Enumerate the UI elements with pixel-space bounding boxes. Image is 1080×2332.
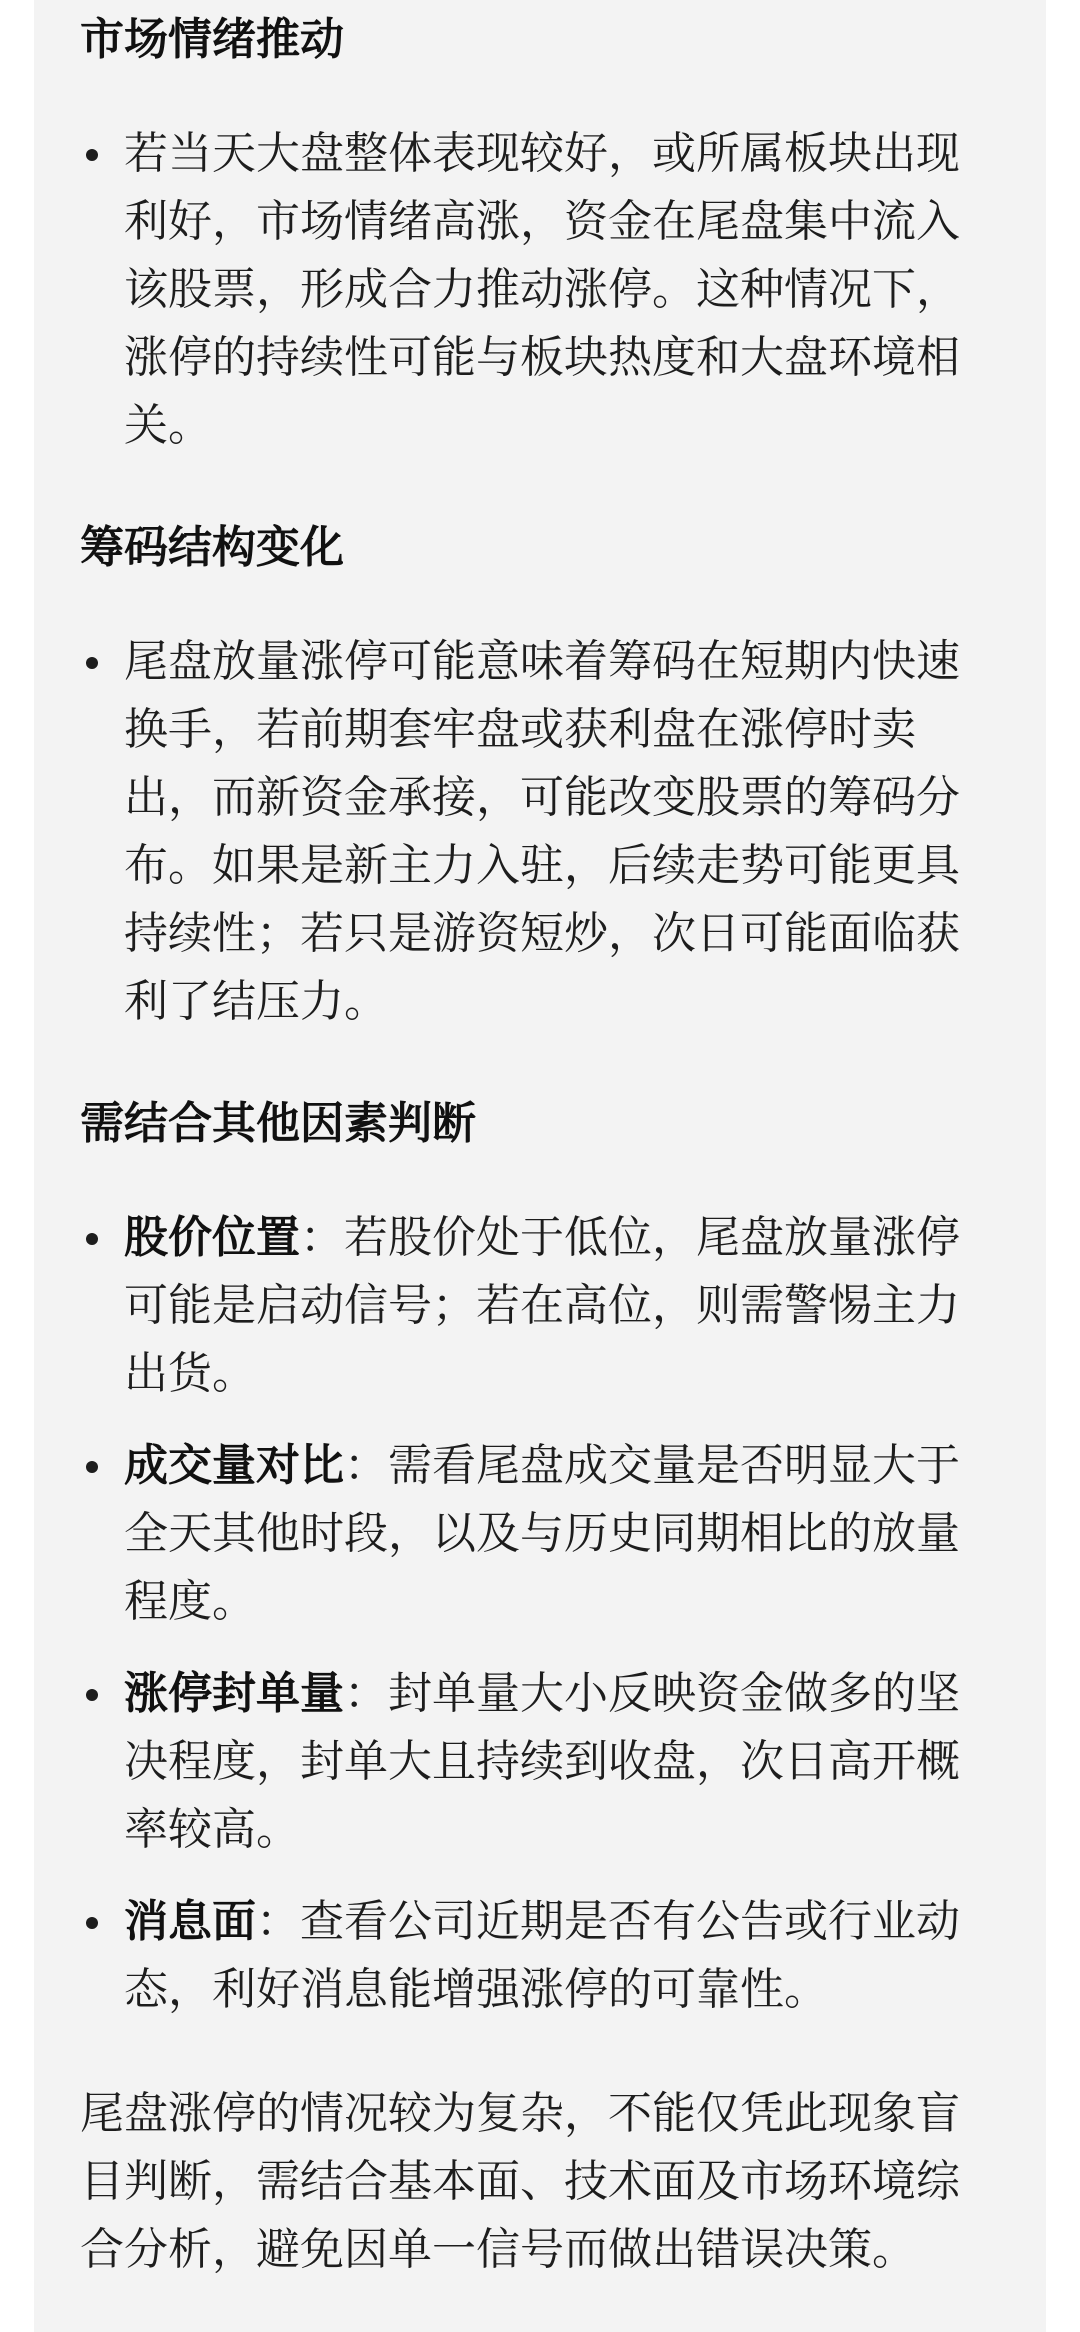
summary-paragraph: 尾盘涨停的情况较为复杂，不能仅凭此现象盲目判断，需结合基本面、技术面及市场环境综合分析，避免因单一信号而做出错误决策。 bbox=[80, 2088, 960, 2275]
list-item bbox=[80, 1660, 980, 1864]
list-item-text: 查看公司近期是否有公告或行业动态，利好消息能增强涨停的可靠性。 bbox=[124, 1896, 960, 2015]
section-title-market-sentiment: 市场情绪推动 bbox=[80, 14, 344, 65]
list-item bbox=[80, 1432, 980, 1636]
section-title-other-factors: 需结合其他因素判断 bbox=[80, 1098, 476, 1149]
bullet-list-chip-structure bbox=[80, 628, 980, 1036]
list-item-text: 需看尾盘成交量是否明显大于全天其他时段，以及与历史同期相比的放量程度。 bbox=[124, 1440, 960, 1627]
list-item-text: 若股价处于低位，尾盘放量涨停可能是启动信号；若在高位，则需警惕主力出货。 bbox=[124, 1212, 960, 1399]
list-item-text: 封单量大小反映资金做多的坚决程度，封单大且持续到收盘，次日高开概率较高。 bbox=[124, 1668, 960, 1855]
list-item-separator: ： bbox=[344, 1440, 388, 1491]
list-item bbox=[80, 1204, 980, 1408]
list-item-separator: ： bbox=[344, 1668, 388, 1719]
bullet-dot bbox=[86, 1689, 98, 1701]
list-item-separator: ： bbox=[300, 1212, 344, 1263]
bullet-dot bbox=[86, 149, 98, 161]
bullet-list-market-sentiment bbox=[80, 120, 980, 460]
list-item-term: 股价位置 bbox=[124, 1212, 300, 1263]
bullet-dot bbox=[86, 657, 98, 669]
list-item-term: 消息面 bbox=[124, 1896, 256, 1947]
bullet-dot bbox=[86, 1461, 98, 1473]
answer-content bbox=[80, 0, 980, 2284]
list-item-term: 成交量对比 bbox=[124, 1440, 344, 1491]
list-item bbox=[80, 1888, 980, 2024]
list-item bbox=[80, 628, 980, 1036]
list-item-term: 涨停封单量 bbox=[124, 1668, 344, 1719]
list-item bbox=[80, 120, 980, 460]
list-item-separator: ： bbox=[256, 1896, 300, 1947]
section-title-chip-structure: 筹码结构变化 bbox=[80, 522, 344, 573]
bullet-dot bbox=[86, 1233, 98, 1245]
bullet-dot bbox=[86, 1917, 98, 1929]
list-item-text: 尾盘放量涨停可能意味着筹码在短期内快速换手，若前期套牢盘或获利盘在涨停时卖出，而新资金承接，可能改变股票的筹码分布。如果是新主力入驻，后续走势可能更具持续性；若只是游资短炒，次日可能面临获利了结压力。 bbox=[124, 636, 960, 1027]
bullet-list-other-factors bbox=[80, 1204, 980, 2024]
list-item-text: 若当天大盘整体表现较好，或所属板块出现利好，市场情绪高涨，资金在尾盘集中流入该股票，形成合力推动涨停。这种情况下，涨停的持续性可能与板块热度和大盘环境相关。 bbox=[124, 128, 960, 451]
